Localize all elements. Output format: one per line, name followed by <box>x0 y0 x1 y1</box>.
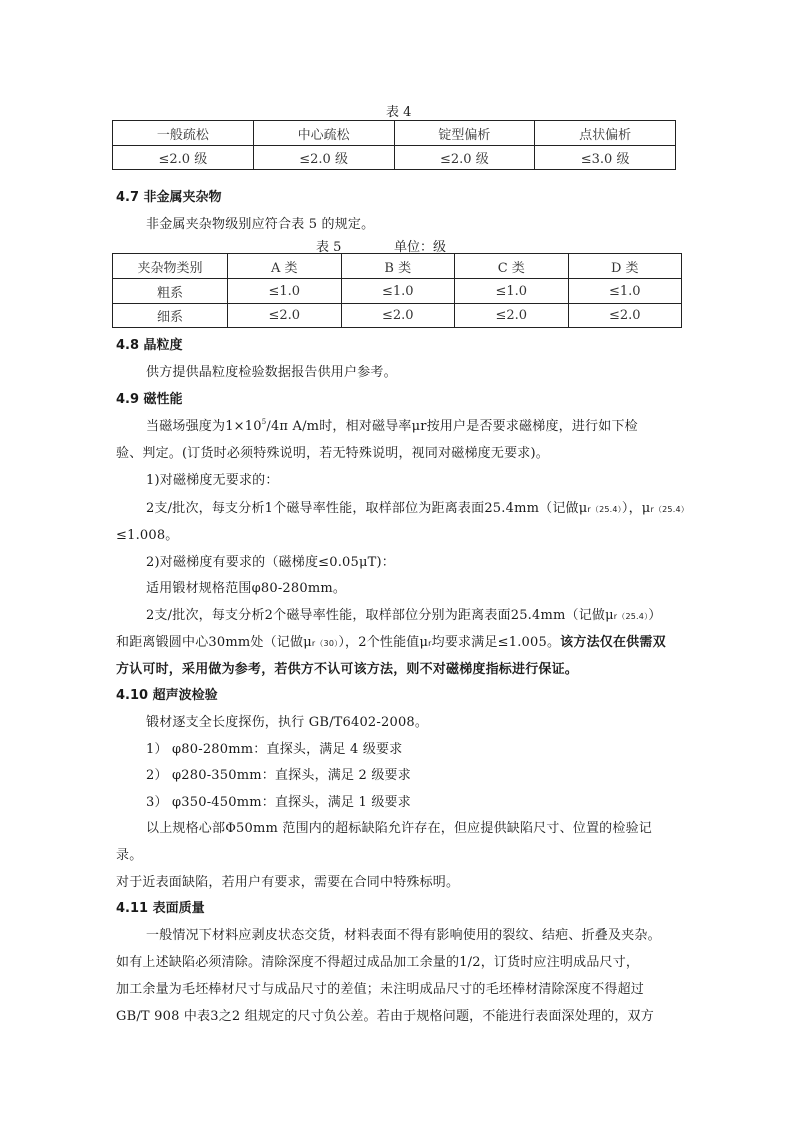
subscript: r <box>428 639 432 648</box>
table5-header: B 类 <box>341 254 455 279</box>
table5 <box>112 253 682 328</box>
table4-header: 一般疏松 <box>113 121 254 146</box>
table4-cell: ≤2.0 级 <box>394 146 535 170</box>
section-4-8-text: 供方提供晶粒度检验数据报告供用户参考。 <box>146 365 397 380</box>
text: 2支/批次，每支分析1个磁导率性能，取样部位为距离表面25.4mm（记做μ <box>146 501 588 516</box>
table4-header: 锭型偏析 <box>394 121 535 146</box>
section-4-10-note-line1: 以上规格心部Φ50mm 范围内的超标缺陷允许存在，但应提供缺陷尺寸、位置的检验记 <box>146 821 652 836</box>
section-4-7-heading: 4.7 非金属夹杂物 <box>116 190 222 205</box>
section-4-11-line: 加工余量为毛坯棒材尺寸与成品尺寸的差值；未注明成品尺寸的毛坯棒材清除深度不得超过 <box>116 982 645 997</box>
table5-header: D 类 <box>568 254 682 279</box>
section-4-9-item1-title: 1)对磁梯度无要求的： <box>146 473 279 488</box>
table4-cell: ≤3.0 级 <box>535 146 676 170</box>
text: ） <box>648 608 662 623</box>
table5-cell: ≤2.0 <box>341 304 455 328</box>
table5-cell: ≤1.0 <box>568 279 682 304</box>
section-4-10-item: 3） φ350-450mm：直探头，满足 1 级要求 <box>146 795 411 810</box>
table5-cell: ≤1.0 <box>341 279 455 304</box>
section-4-9-item1-line2: ≤1.008。 <box>116 528 179 543</box>
table4-caption: 表 4 <box>386 105 412 120</box>
section-4-10-heading: 4.10 超声波检验 <box>116 688 218 703</box>
text: ），2个性能值μ <box>338 635 429 650</box>
subscript: r（25.4） <box>650 505 689 514</box>
section-4-9-item2-line1 <box>146 604 662 623</box>
section-4-9-bold-note-line2: 方认可时，采用做为参考，若供方不认可该方法，则不对磁梯度指标进行保证。 <box>116 662 579 677</box>
table5-cell: ≤2.0 <box>228 304 342 328</box>
table4-cell: ≤2.0 级 <box>253 146 394 170</box>
section-4-11-line: 一般情况下材料应剥皮状态交货，材料表面不得有影响使用的裂纹、结疤、折叠及夹杂。 <box>146 928 661 943</box>
subscript: r（25.4） <box>613 612 649 621</box>
text: 2支/批次，每支分析2个磁导率性能，取样部位分别为距离表面25.4mm（记做μ <box>146 608 614 623</box>
table5-header: 夹杂物类别 <box>113 254 228 279</box>
section-4-9-intro-line2: 验、判定。(订货时必须特殊说明，若无特殊说明，视同对磁梯度无要求)。 <box>116 446 549 461</box>
section-4-9-item1-line1 <box>146 497 689 516</box>
section-4-11-line: 如有上述缺陷必须清除。清除深度不得超过成品加工余量的1/2，订货时应注明成品尺寸， <box>116 955 640 970</box>
table5-caption: 表 5 <box>316 240 342 255</box>
text: 和距离锻圆中心30mm处（记做μ <box>116 635 312 650</box>
table5-cell: ≤2.0 <box>568 304 682 328</box>
table5-unit: 单位：级 <box>394 240 447 255</box>
text: /4π A/m时，相对磁导率μr按用户是否要求磁梯度，进行如下检 <box>266 419 638 434</box>
section-4-9-item2-line2 <box>116 631 666 650</box>
table4-header: 点状偏析 <box>535 121 676 146</box>
table5-cell: ≤2.0 <box>455 304 569 328</box>
section-4-10-note2: 对于近表面缺陷，若用户有要求，需要在合同中特殊标明。 <box>116 875 460 890</box>
text: ），μ <box>621 501 651 516</box>
text: 当磁场强度为1×10 <box>146 419 262 434</box>
section-4-9-heading: 4.9 磁性能 <box>116 392 183 407</box>
section-4-7-text: 非金属夹杂物级别应符合表 5 的规定。 <box>146 217 375 232</box>
table4-cell: ≤2.0 级 <box>113 146 254 170</box>
section-4-9-intro-line1 <box>146 415 638 434</box>
section-4-11-heading: 4.11 表面质量 <box>116 901 205 916</box>
section-4-10-item: 2） φ280-350mm：直探头，满足 2 级要求 <box>146 768 411 783</box>
table5-row-label: 粗系 <box>113 279 228 304</box>
table4 <box>112 120 676 170</box>
section-4-8-heading: 4.8 晶粒度 <box>116 338 183 353</box>
table5-header: A 类 <box>228 254 342 279</box>
table5-row-label: 细系 <box>113 304 228 328</box>
table-row <box>113 304 682 328</box>
section-4-10-note-line2: 录。 <box>116 848 143 863</box>
text: 均要求满足≤1.005。 <box>431 635 561 650</box>
section-4-11-line: GB/T 908 中表3之2 组规定的尺寸负公差。若由于规格问题，不能进行表面深处理的，双方 <box>116 1009 654 1024</box>
table5-cell: ≤1.0 <box>455 279 569 304</box>
section-4-9-item2-range: 适用锻材规格范围φ80-280mm。 <box>146 581 347 596</box>
section-4-9-item2-title: 2)对磁梯度有要求的（磁梯度≤0.05μT)： <box>146 555 395 570</box>
subscript: r（25.4） <box>587 505 622 514</box>
table4-header: 中心疏松 <box>253 121 394 146</box>
superscript: 5 <box>261 418 267 426</box>
section-4-10-item: 1） φ80-280mm：直探头，满足 4 级要求 <box>146 742 403 757</box>
table-row <box>113 279 682 304</box>
table5-cell: ≤1.0 <box>228 279 342 304</box>
table5-header: C 类 <box>455 254 569 279</box>
subscript: r（30） <box>311 639 339 648</box>
section-4-10-intro: 锻材逐支全长度探伤，执行 GB/T6402-2008。 <box>146 715 429 730</box>
bold-note: 该方法仅在供需双 <box>560 635 666 650</box>
